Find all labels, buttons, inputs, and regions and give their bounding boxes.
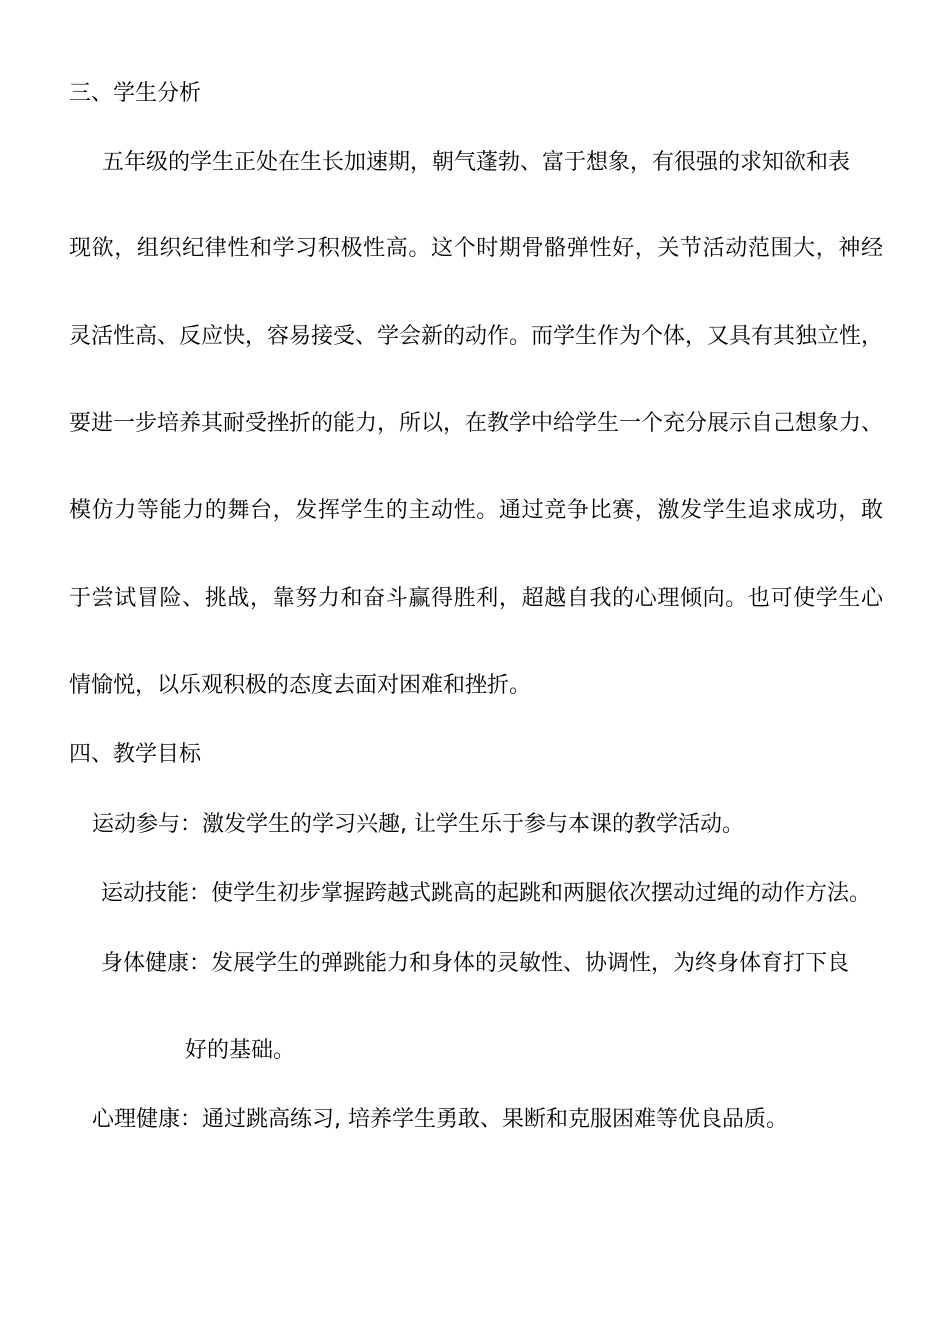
goal-item-mental-health: 心理健康：通过跳高练习, 培养学生勇敢、果断和克服困难等优良品质。 <box>92 1107 788 1132</box>
section-heading-student-analysis: 三、学生分析 <box>69 81 202 106</box>
paragraph-line: 于尝试冒险、挑战，靠努力和奋斗赢得胜利，超越自我的心理倾向。也可使学生心 <box>69 586 883 611</box>
goal-item-sports-participation: 运动参与：激发学生的学习兴趣, 让学生乐于参与本课的教学活动。 <box>92 812 744 837</box>
paragraph-line: 现欲，组织纪律性和学习积极性高。这个时期骨骼弹性好，关节活动范围大，神经 <box>69 236 883 261</box>
paragraph-line: 要进一步培养其耐受挫折的能力，所以，在教学中给学生一个充分展示自己想象力、 <box>69 411 884 436</box>
goal-item-physical-health-continued: 好的基础。 <box>185 1038 296 1063</box>
section-heading-teaching-goals: 四、教学目标 <box>69 742 202 767</box>
paragraph-line: 模仿力等能力的舞台，发挥学生的主动性。通过竞争比赛，激发学生追求成功，敢 <box>69 498 883 523</box>
paragraph-line: 灵活性高、反应快，容易接受、学会新的动作。而学生作为个体，又具有其独立性， <box>69 324 884 349</box>
goal-item-sports-skills: 运动技能：使学生初步掌握跨越式跳高的起跳和两腿依次摆动过绳的动作方法。 <box>101 881 872 906</box>
goal-item-physical-health: 身体健康：发展学生的弹跳能力和身体的灵敏性、协调性，为终身体育打下良 <box>101 951 850 976</box>
paragraph-line: 情愉悦，以乐观积极的态度去面对困难和挫折。 <box>69 673 532 698</box>
paragraph-line: 五年级的学生正处在生长加速期，朝气蓬勃、富于想象，有很强的求知欲和表 <box>102 150 851 175</box>
